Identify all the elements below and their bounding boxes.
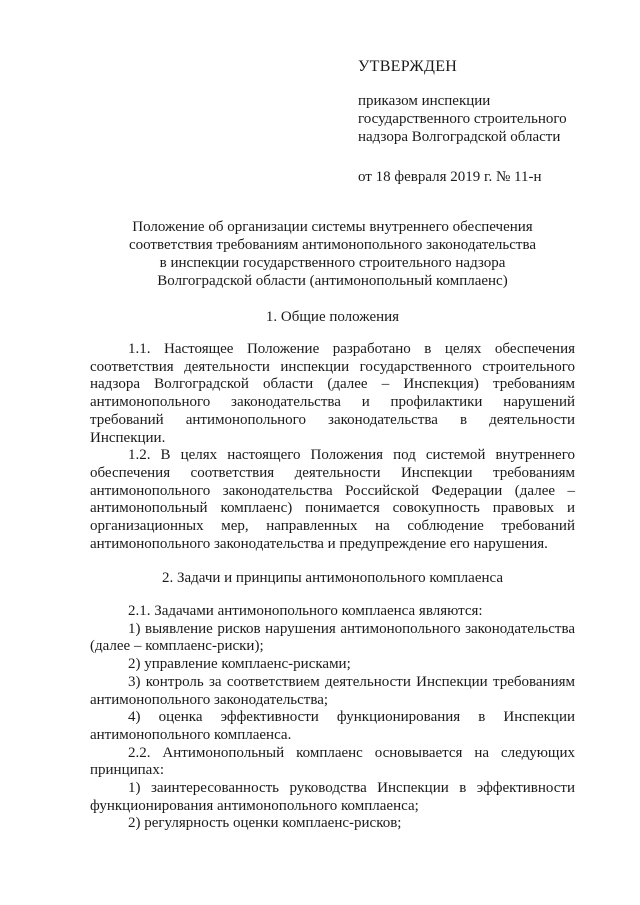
paragraph: 1.2. В целях настоящего Положения под системой внутреннего обеспечения соответствия деятельности Инспекции требованиям антимонопольного законодательства Российской Федерации (далее – антимонопольный комплаенс) понимается совокупность правовых и организационных мер, направленных на соблюдение требований антимонопольного законодательства и предупреждение его нарушения.	[90, 447, 575, 552]
list-item: 2) регулярность оценки комплаенс-рисков;	[128, 815, 402, 832]
section-1-heading: 1. Общие положения	[265, 309, 400, 325]
issuer-line: приказом инспекции	[358, 93, 491, 109]
document-title	[90, 218, 575, 290]
approval-stamp: УТВЕРЖДЕН	[358, 58, 458, 75]
paragraph: 2.1. Задачами антимонопольного комплаенса являются:	[128, 603, 483, 619]
list-item: 3) контроль за соответствием деятельности Инспекции требованиям антимонопольного законодательства;	[90, 673, 575, 708]
approval-issuer	[358, 92, 598, 146]
section-2-heading: 2. Задачи и принципы антимонопольного комплаенса	[161, 570, 504, 586]
list-item: 1) выявление рисков нарушения антимонопольного законодательства (далее – комплаенс-риски);	[90, 620, 575, 655]
approval-block	[358, 58, 598, 186]
paragraph: 2.2. Антимонопольный комплаенс основывается на следующих принципах:	[90, 744, 575, 779]
section-1-body	[90, 341, 575, 553]
title-line: Волгоградской области (антимонопольный комплаенс)	[157, 273, 508, 289]
order-date: от 18 февраля 2019 г. № 11-н	[358, 169, 542, 185]
list-item: 4) оценка эффективности функционирования в Инспекции антимонопольного комплаенса.	[90, 709, 575, 743]
title-line: в инспекции государственного строительного надзора	[159, 255, 506, 271]
list-item: 2) управление комплаенс-рисками;	[128, 656, 351, 673]
paragraph: 1.1. Настоящее Положение разработано в целях обеспечения соответствия деятельности инспекции государственного строительного надзора Волгоградской области (далее – Инспекция) требованиям антимонопольного законодательства и профилактики нарушений требований антимонопольного законодательства в деятельности Инспекции.	[90, 341, 575, 446]
title-line: Положение об организации системы внутреннего обеспечения	[132, 219, 533, 235]
title-line: соответствия требованиям антимонопольного законодательства	[128, 237, 537, 253]
issuer-line: надзора Волгоградской области	[358, 129, 561, 145]
issuer-line: государственного строительного	[358, 111, 567, 127]
list-item: 1) заинтересованность руководства Инспекции в эффективности функционирования антимонопольного комплаенса;	[90, 780, 575, 814]
section-2-body	[90, 603, 575, 833]
